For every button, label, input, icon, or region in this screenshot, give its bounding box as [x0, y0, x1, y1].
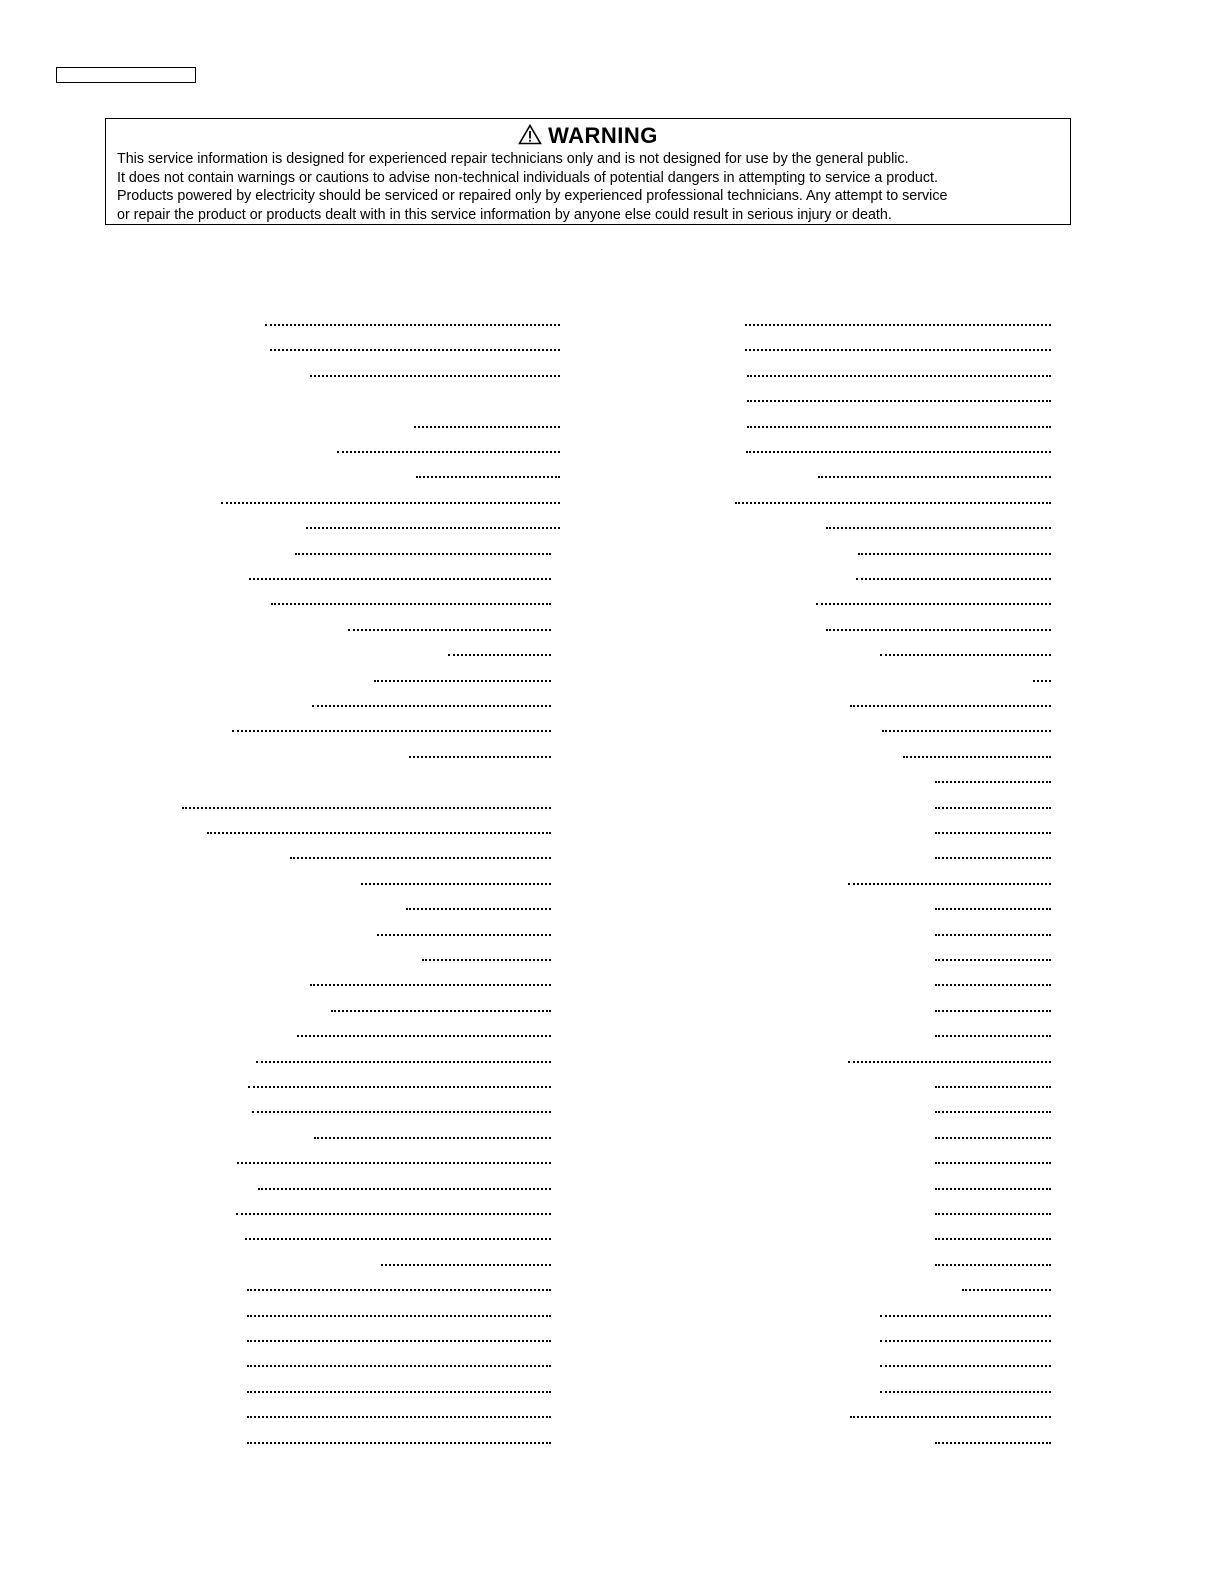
toc-leader-dots [935, 832, 1051, 834]
warning-line: Products powered by electricity should be serviced or repaired only by experienced professional technicians. Any attempt to service [117, 188, 948, 204]
toc-leader-dots [848, 1061, 1051, 1063]
toc-leader-dots [247, 1391, 551, 1393]
toc-leader-dots [903, 756, 1051, 758]
warning-line: It does not contain warnings or cautions to advise non-technical individuals of potential dangers in attempting to service a product. [117, 169, 938, 186]
toc-leader-dots [826, 629, 1051, 631]
toc-leader-dots [826, 527, 1051, 529]
toc-leader-dots [258, 1188, 551, 1190]
toc-leader-dots [935, 1442, 1051, 1444]
toc-leader-dots [256, 1061, 551, 1063]
toc-leader-dots [747, 426, 1051, 428]
toc-leader-dots [880, 1391, 1051, 1393]
warning-line: or repair the product or products dealt with in this service information by anyone else could result in serious injury or death. [117, 206, 892, 223]
toc-leader-dots [935, 984, 1051, 986]
toc-leader-dots [409, 756, 551, 758]
toc-leader-dots [935, 1010, 1051, 1012]
toc-leader-dots [295, 553, 551, 555]
toc-leader-dots [935, 1238, 1051, 1240]
toc-leader-dots [880, 654, 1051, 656]
toc-leader-dots [232, 730, 551, 732]
toc-leader-dots [337, 451, 560, 453]
toc-leader-dots [848, 883, 1051, 885]
toc-leader-dots [249, 578, 551, 580]
toc-leader-dots [1033, 680, 1051, 682]
warning-title-text: WARNING [548, 123, 658, 148]
warning-box [105, 118, 1071, 225]
toc-leader-dots [207, 832, 551, 834]
toc-leader-dots [377, 934, 551, 936]
toc-leader-dots [406, 908, 551, 910]
warning-text [117, 150, 1062, 224]
toc-leader-dots [747, 400, 1051, 402]
toc-leader-dots [935, 1086, 1051, 1088]
toc-leader-dots [935, 1111, 1051, 1113]
toc-leader-dots [935, 959, 1051, 961]
warning-line: This service information is designed for experienced repair technicians only and is not designed for use by the general public. [117, 151, 909, 167]
toc-leader-dots [935, 1264, 1051, 1266]
toc-leader-dots [818, 476, 1051, 478]
toc-leader-dots [247, 1442, 551, 1444]
toc-leader-dots [935, 934, 1051, 936]
toc-leader-dots [310, 375, 560, 377]
toc-leader-dots [858, 553, 1051, 555]
toc-leader-dots [290, 857, 551, 859]
toc-leader-dots [850, 1416, 1051, 1418]
toc-leader-dots [850, 705, 1051, 707]
toc-leader-dots [745, 349, 1051, 351]
toc-leader-dots [248, 1086, 551, 1088]
toc-leader-dots [381, 1264, 551, 1266]
toc-leader-dots [422, 959, 551, 961]
toc-leader-dots [816, 603, 1051, 605]
toc-leader-dots [247, 1315, 551, 1317]
toc-leader-dots [237, 1162, 551, 1164]
toc-leader-dots [935, 781, 1051, 783]
toc-leader-dots [247, 1416, 551, 1418]
toc-leader-dots [880, 1340, 1051, 1342]
toc-leader-dots [935, 1035, 1051, 1037]
toc-leader-dots [745, 324, 1051, 326]
toc-leader-dots [416, 476, 560, 478]
toc-leader-dots [312, 705, 551, 707]
toc-leader-dots [182, 807, 551, 809]
toc-leader-dots [746, 451, 1051, 453]
toc-leader-dots [935, 1162, 1051, 1164]
toc-leader-dots [270, 349, 560, 351]
toc-leader-dots [935, 1213, 1051, 1215]
toc-leader-dots [221, 502, 560, 504]
warning-triangle-icon [518, 124, 542, 151]
toc-leader-dots [374, 680, 551, 682]
toc-leader-dots [236, 1213, 551, 1215]
toc-leader-dots [297, 1035, 551, 1037]
toc-leader-dots [361, 883, 551, 885]
toc-leader-dots [247, 1365, 551, 1367]
toc-leader-dots [935, 1188, 1051, 1190]
toc-leader-dots [880, 1365, 1051, 1367]
toc-leader-dots [880, 1315, 1051, 1317]
toc-leader-dots [247, 1340, 551, 1342]
toc-leader-dots [331, 1010, 551, 1012]
toc-leader-dots [856, 578, 1051, 580]
toc-leader-dots [735, 502, 1051, 504]
toc-leader-dots [448, 654, 551, 656]
toc-leader-dots [271, 603, 551, 605]
toc-leader-dots [348, 629, 551, 631]
toc-leader-dots [414, 426, 560, 428]
toc-leader-dots [882, 730, 1051, 732]
toc-leader-dots [935, 1137, 1051, 1139]
toc-leader-dots [245, 1238, 551, 1240]
toc-leader-dots [962, 1289, 1051, 1291]
toc-leader-dots [935, 807, 1051, 809]
toc-leader-dots [747, 375, 1051, 377]
toc-leader-dots [310, 984, 551, 986]
toc-leader-dots [306, 527, 560, 529]
toc-leader-dots [314, 1137, 551, 1139]
toc-leader-dots [265, 324, 560, 326]
warning-title [106, 123, 1070, 151]
toc-leader-dots [935, 857, 1051, 859]
toc-leader-dots [252, 1111, 551, 1113]
toc-leader-dots [247, 1289, 551, 1291]
model-number-box [56, 67, 196, 83]
toc-leader-dots [935, 908, 1051, 910]
